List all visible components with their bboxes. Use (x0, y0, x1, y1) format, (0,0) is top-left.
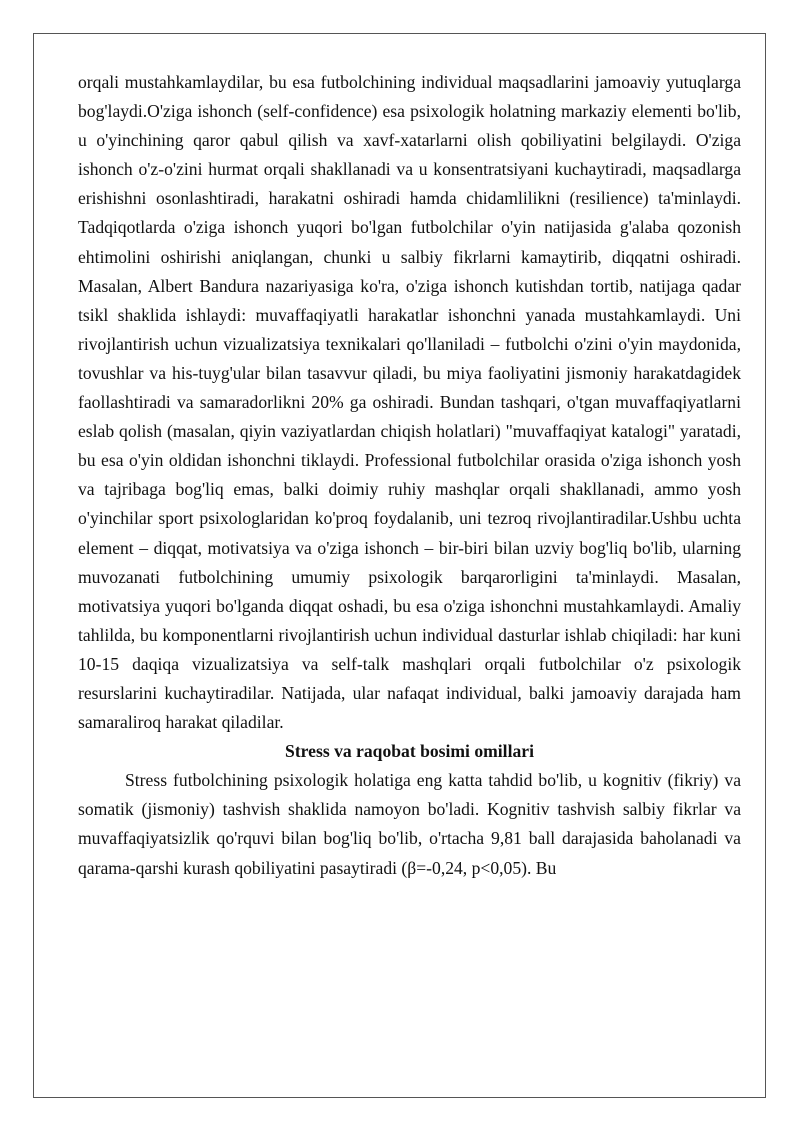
body-paragraph: orqali mustahkamlaydilar, bu esa futbolchining individual maqsadlarini jamoaviy yutuqlarga bog'laydi.O'ziga ishonch (self-confidence) esa psixologik holatning markaziy elementi bo'lib, u o'yinchining qaror qabul qilish va xavf-xatarlarni olish qobiliyatini belgilaydi. O'ziga ishonch o'z-o'zini hurmat orqali shakllanadi va u konsentratsiyani kuchaytiradi, maqsadlarga erishishni osonlashtiradi, harakatni oshiradi hamda chidamlilikni (resilience) ta'minlaydi. Tadqiqotlarda o'ziga ishonch yuqori bo'lgan futbolchilar o'yin natijasida g'alaba qozonish ehtimolini oshirishi aniqlangan, chunki u salbiy fikrlarni kamaytirib, diqqatni oshiradi. Masalan, Albert Bandura nazariyasiga ko'ra, o'ziga ishonch kutishdan tortib, natijaga qadar tsikl shaklida ishlaydi: muvaffaqiyatli harakatlar ishonchni yanada mustahkamlaydi. Uni rivojlantirish uchun vizualizatsiya texnikalari qo'llaniladi – futbolchi o'zini o'yin maydonida, tovushlar va his-tuyg'ular bilan tasavvur qiladi, bu miya faoliyatini jismoniy harakatdagidek faollashtiradi va samaradorlikni 20% ga oshiradi. Bundan tashqari, o'tgan muvaffaqiyatlarni eslab qolish (masalan, qiyin vaziyatlardan chiqish holatlari) "muvaffaqiyat katalogi" yaratadi, bu esa o'yin oldidan ishonchni tiklaydi. Professional futbolchilar orasida o'ziga ishonch yosh va tajribaga bog'liq emas, balki doimiy ruhiy mashqlar orqali shakllanadi, ammo yosh o'yinchilar sport psixologlaridan ko'proq foydalanib, uni tezroq rivojlantiradilar.Ushbu uchta element – diqqat, motivatsiya va o'ziga ishonch – bir-biri bilan uzviy bog'liq bo'lib, ularning muvozanati futbolchining umumiy psixologik barqarorligini ta'minlaydi. Masalan, motivatsiya yuqori bo'lganda diqqat oshadi, bu esa o'ziga ishonchni mustahkamlaydi. Amaliy tahlilda, bu komponentlarni rivojlantirish uchun individual dasturlar ishlab chiqiladi: har kuni 10-15 daqiqa vizualizatsiya va self-talk mashqlari orqali futbolchilar o'z psixologik resurslarini kuchaytiradilar. Natijada, ular nafaqat individual, balki jamoaviy darajada ham samaraliroq harakat qiladilar. (78, 72, 741, 733)
section-heading: Stress va raqobat bosimi omillari (285, 741, 534, 762)
body-paragraph-stress: Stress futbolchining psixologik holatiga eng katta tahdid bo'lib, u kognitiv (fikriy) va somatik (jismoniy) tashvish shaklida namoyon bo'ladi. Kognitiv tashvish salbiy fikrlar va muvaffaqiyatsizlik qo'rquvi bilan bog'liq bo'lib, o'rtacha 9,81 ball darajasida baholanadi va qarama-qarshi kurash qobiliyatini pasaytiradi (β=-0,24, p<0,05). Bu (78, 770, 741, 878)
document-body (78, 68, 741, 883)
